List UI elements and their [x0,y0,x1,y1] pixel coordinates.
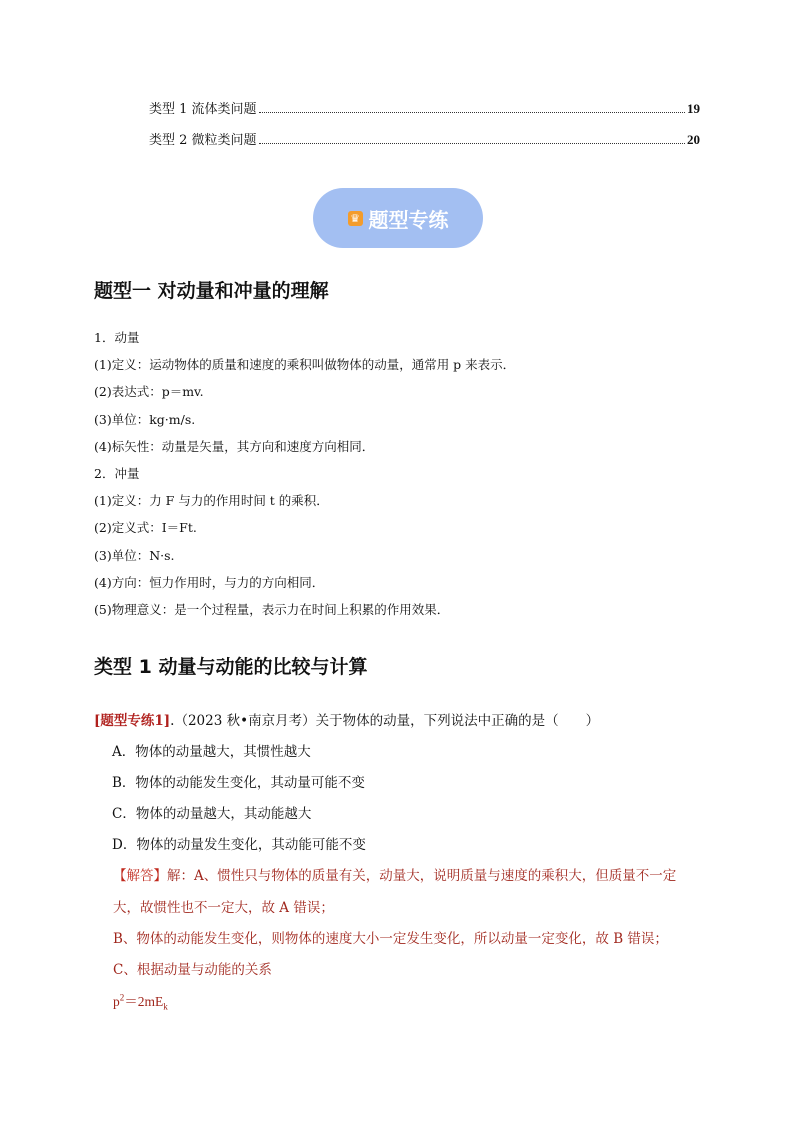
text-line: (4)标矢性：动量是矢量，其方向和速度方向相同． [94,439,375,454]
formula-sup: 2 [119,992,125,1003]
toc-entry-label: 类型 2 微粒类问题 [149,133,257,148]
formula-base: p [113,994,120,1009]
text-line: (5)物理意义：是一个过程量，表示力在时间上积累的作用效果． [94,602,450,617]
question-tag: [题型专练1] [94,713,171,729]
trophy-icon: ♛ [348,211,363,226]
toc-leader-dots [259,142,685,144]
text-line: 2．冲量 [94,466,140,481]
option-d: D．物体的动量发生变化，其动能可能不变 [112,837,366,853]
text-line: (3)单位：kg·m/s. [94,412,196,427]
section-heading: 题型一 对动量和冲量的理解 [94,280,329,302]
answer-line: B、物体的动能发生变化，则物体的速度大小一定发生变化，所以动量一定变化，故 B 错误； [113,931,668,947]
text-line: (3)单位：N·s. [94,548,175,563]
question-stem [94,709,599,729]
banner-title: 题型专练 [368,207,449,232]
option-a: A．物体的动量越大，其惯性越大 [112,744,311,760]
formula-rest: ＝2mE [124,994,164,1009]
table-of-contents [149,98,700,153]
option-b: B．物体的动能发生变化，其动量可能不变 [112,775,365,791]
text-line: 1．动量 [94,330,140,345]
answer-line: C、根据动量与动能的关系 [113,962,272,978]
section-heading: 类型 1 动量与动能的比较与计算 [94,656,368,678]
answer-text: 解：A、惯性只与物体的质量有关，动量大，说明质量与速度的乘积大，但质量不一定 [167,868,677,884]
answer-line: 大，故惯性也不一定大，故 A 错误； [113,900,334,916]
text-line: (1)定义：运动物体的质量和速度的乘积叫做物体的动量，通常用 p 来表示． [94,357,516,372]
toc-leader-dots [259,111,685,113]
text-line: (2)表达式：p＝mv. [94,384,204,399]
text-line: (2)定义式：I＝Ft. [94,520,197,535]
text-line: (1)定义：力 F 与力的作用时间 t 的乘积． [94,493,329,508]
text-line: (4)方向：恒力作用时，与力的方向相同． [94,575,325,590]
toc-entry-page: 20 [687,132,700,147]
question-text: .（2023 秋•南京月考）关于物体的动量，下列说法中正确的是（ ） [170,713,600,729]
answer-tag: 【解答】 [113,868,167,884]
formula-sub: k [163,1001,168,1012]
option-c: C．物体的动量越大，其动能越大 [112,806,312,822]
toc-entry-label: 类型 1 流体类问题 [149,102,257,117]
answer-line [113,864,676,884]
toc-entry[interactable] [149,129,700,153]
formula [113,990,168,1012]
toc-entry-page: 19 [687,101,700,116]
toc-entry[interactable] [149,98,700,122]
section-banner [313,188,483,248]
